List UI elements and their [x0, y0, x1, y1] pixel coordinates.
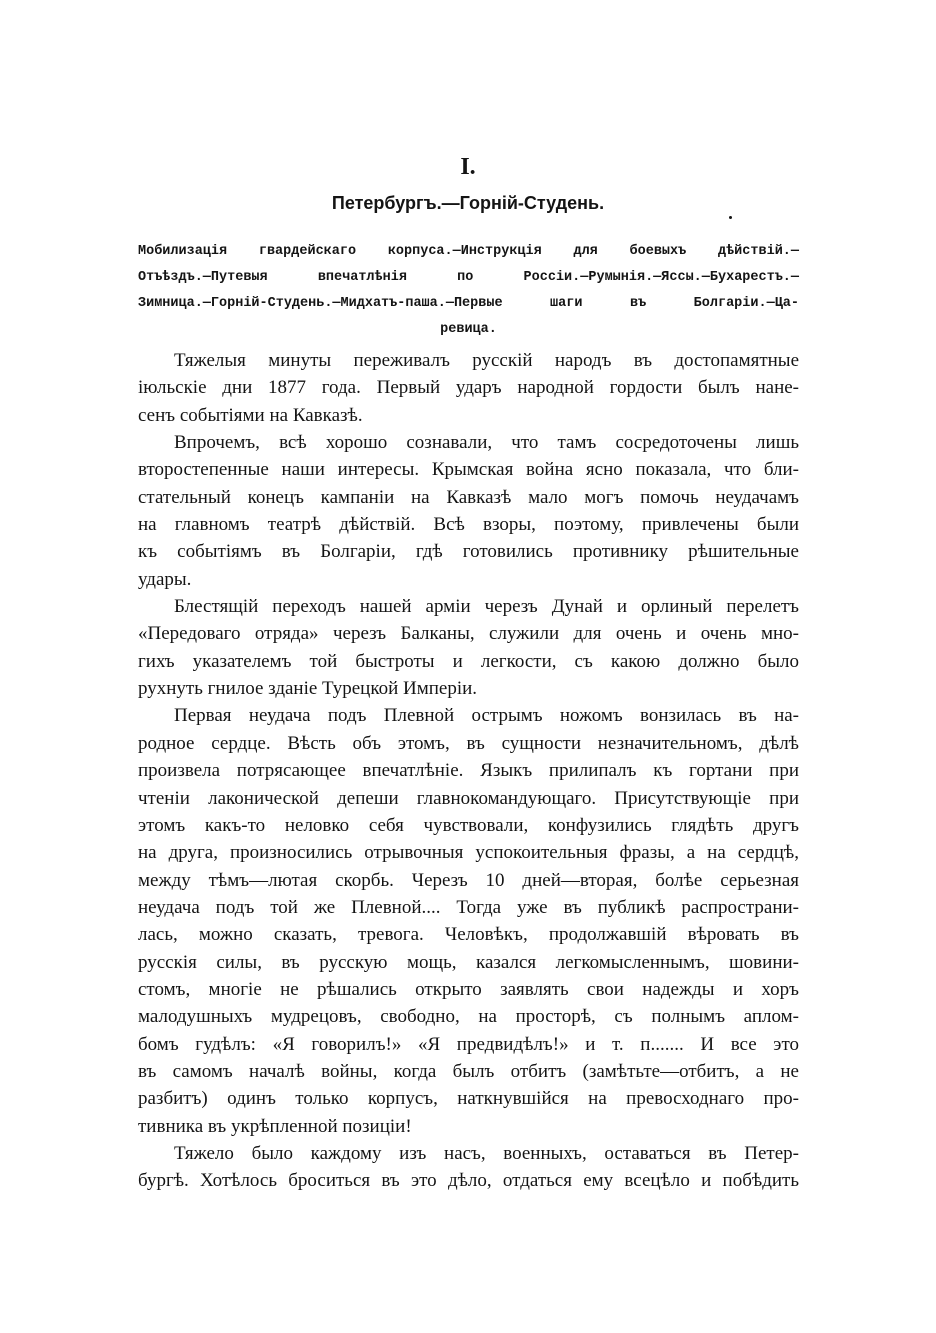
text-line: русскія силы, въ русскую мощь, казался легкомысленнымъ, шовини- — [138, 951, 799, 973]
text-line: Первая неудача подъ Плевной острымъ ножомъ вонзилась въ на- — [174, 705, 799, 727]
body-text — [138, 347, 799, 1195]
text-line: бургѣ. Хотѣлось броситься въ это дѣло, отдаться ему всецѣло и побѣдить — [138, 1170, 799, 1192]
summary-line: Зимница.—Горній-Студень.—Мидхатъ-паша.—Первые шаги въ Болгаріи.—Ца- — [138, 296, 799, 311]
chapter-number: I. — [460, 154, 476, 180]
text-line: между тѣмъ—лютая скорбь. Черезъ 10 дней—вторая, болѣе серьезная — [138, 869, 799, 891]
text-line: рухнуть гнилое зданіе Турецкой Имперіи. — [138, 678, 478, 700]
text-line: Тяжелыя минуты переживалъ русскій народъ въ достопамятные — [174, 350, 799, 371]
text-line: стательный конецъ кампаніи на Кавказѣ мало могъ помочь неудачамъ — [138, 486, 799, 508]
chapter-summary — [138, 239, 799, 343]
summary-line: Отъѣздъ.—Путевыя впечатлѣнія по Россіи.—Румынія.—Яссы.—Бухарестъ.— — [138, 270, 799, 285]
summary-line: Мобилизація гвардейскаго корпуса.—Инструкція для боевыхъ дѣйствій.— — [138, 244, 799, 259]
paragraph — [138, 347, 799, 429]
chapter-title: Петербургъ.—Горній-Студень. — [331, 193, 605, 213]
text-line: второстепенные наши интересы. Крымская война ясно показала, что бли- — [138, 459, 799, 481]
text-line: стомъ, многіе не рѣшались открыто заявлять свои надежды и хоръ — [138, 978, 799, 1000]
text-line: къ событіямъ въ Болгаріи, гдѣ готовились противнику рѣшительные — [138, 541, 799, 563]
text-line: іюльскіе дни 1877 года. Первый ударъ народной гордости былъ нане- — [138, 377, 799, 399]
text-line: Блестящій переходъ нашей арміи черезъ Дунай и орлиный перелетъ — [174, 596, 799, 618]
text-line: гихъ указателемъ той быстроты и легкости, съ какою должно было — [138, 650, 799, 672]
text-line: неудача подъ той же Плевной.... Тогда уже въ публикѣ распространи- — [138, 896, 799, 918]
paragraph — [138, 593, 799, 702]
ink-speck — [729, 216, 732, 219]
text-line: этомъ какъ-то неловко себя чувствовали, конфузились глядѣть другъ — [138, 814, 799, 836]
paragraph — [138, 702, 799, 1140]
text-line: Впрочемъ, всѣ хорошо сознавали, что тамъ сосредоточены лишь — [174, 432, 799, 454]
text-line: лась, можно сказать, тревога. Человѣкъ, продолжавшій вѣровать въ — [138, 924, 799, 946]
text-line: бомъ гудѣлъ: «Я говорилъ!» «Я предвидѣлъ!» и т. п....... И все это — [138, 1033, 799, 1055]
text-line: родное сердце. Вѣсть объ этомъ, въ сущности незначительномъ, дѣлѣ — [138, 732, 799, 754]
text-line: малодушныхъ мудрецовъ, свободно, на просторѣ, съ полнымъ аплом- — [138, 1006, 799, 1028]
text-line: на главномъ театрѣ дѣйствій. Всѣ взоры, поэтому, привлечены были — [138, 514, 799, 536]
text-line: Тяжело было каждому изъ насъ, военныхъ, оставаться въ Петер- — [174, 1142, 799, 1164]
text-line: чтеніи лаконической депеши главнокомандующаго. Присутствующіе при — [138, 787, 799, 809]
paragraph — [138, 429, 799, 593]
text-line: въ самомъ началѣ войны, когда былъ отбитъ (замѣтьте—отбитъ, а не — [138, 1060, 799, 1082]
text-line: тивника въ укрѣпленной позиціи! — [138, 1115, 412, 1137]
paragraph — [138, 1140, 799, 1195]
text-line: удары. — [138, 568, 192, 590]
text-line: на друга, произносились отрывочныя успокоительныя фразы, а на сердцѣ, — [138, 842, 799, 864]
text-line: «Передоваго отряда» черезъ Балканы, служили для очень и очень мно- — [138, 623, 799, 645]
text-line: сенъ событіями на Кавказѣ. — [138, 404, 363, 426]
text-line: разбитъ) одинъ только корпусъ, наткнувшійся на превосходнаго про- — [138, 1088, 799, 1110]
summary-line: ревица. — [440, 322, 497, 337]
text-line: произвела потрясающее впечатлѣніе. Языкъ прилипалъ къ гортани при — [138, 760, 799, 782]
